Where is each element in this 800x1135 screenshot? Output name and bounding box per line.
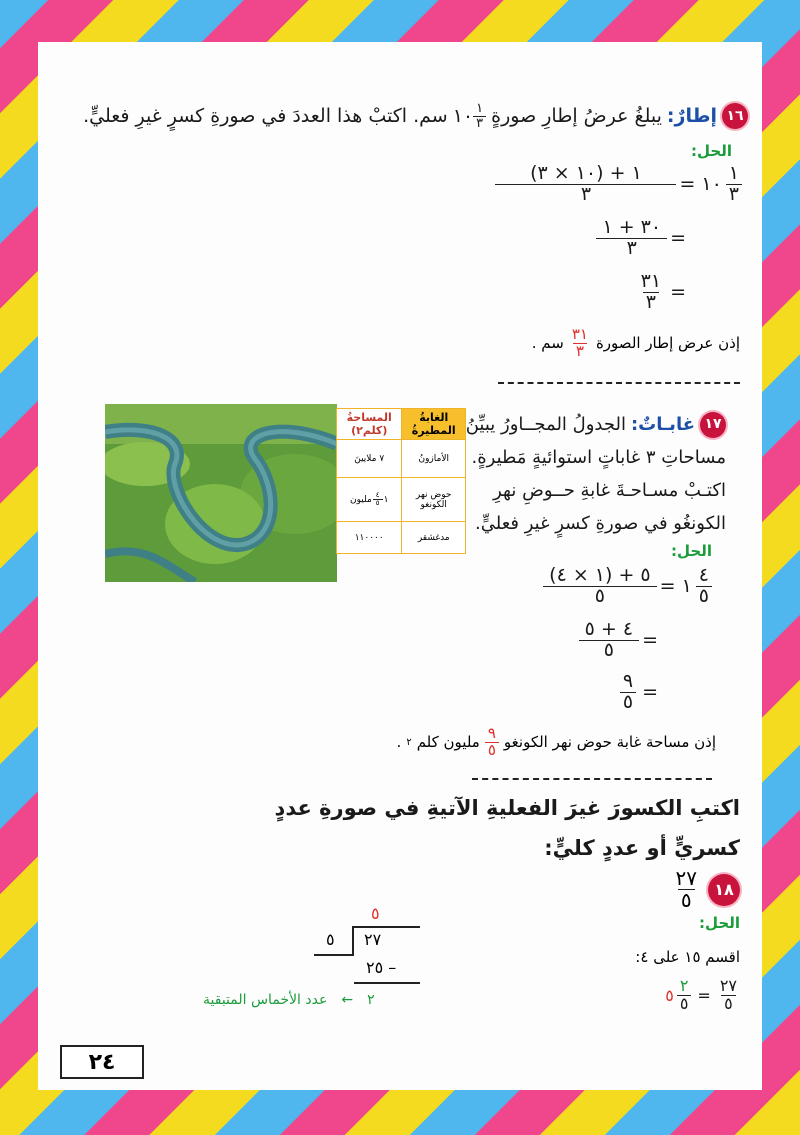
divider-1 xyxy=(498,382,740,384)
division-divisor: ٥ xyxy=(326,930,335,949)
congo-river-photo xyxy=(105,404,337,582)
row-area: ٧ ملايينَ xyxy=(337,440,402,478)
frac-den: ٣ xyxy=(596,238,667,259)
frac-den: ٥ xyxy=(721,995,736,1013)
conclusion-period: . xyxy=(396,733,402,752)
frac-den: ٥ xyxy=(620,692,636,713)
problem-17-line1 xyxy=(466,408,726,441)
frac-den: ٥ xyxy=(677,995,692,1013)
frac-num: ١ xyxy=(476,101,484,116)
frac-num: ١ xyxy=(728,162,739,184)
equals-sign: = xyxy=(642,629,658,652)
frac-num: ٣١ xyxy=(640,270,662,292)
instruction-line-1: اكتبِ الكسورَ غيرَ الفعليةِ الآتيةِ في صورةِ عددٍ xyxy=(274,796,740,820)
frac-den: ٥ xyxy=(543,586,657,607)
frac-den: ٣ xyxy=(643,292,659,313)
conclusion-fraction xyxy=(485,726,499,759)
problem-17-step-1 xyxy=(546,566,712,607)
problem-17-statement xyxy=(466,408,726,540)
step2-fraction xyxy=(582,620,636,661)
problem-17-text-4: الكونغُو في صورةِ كسرٍ غيرِ فعليٍّ. xyxy=(475,513,726,534)
problem-18-result xyxy=(665,978,740,1013)
frac-den: ٥ xyxy=(485,742,499,759)
header-area-line2: (كلم٢) xyxy=(351,424,388,437)
divider-2 xyxy=(472,778,712,780)
page-number: ٢٤ xyxy=(60,1045,144,1079)
frac-den: ٥ xyxy=(678,889,695,911)
result-whole: ٥ xyxy=(665,985,674,1005)
step2-fraction xyxy=(599,218,664,259)
equals-sign: = xyxy=(670,281,686,304)
table-row xyxy=(337,478,466,522)
frac-num: ٣٠ + ١ xyxy=(602,216,662,238)
header-area-line1: المساحةُ xyxy=(346,411,392,424)
header-forest xyxy=(402,409,466,440)
problem-16-statement xyxy=(83,102,748,130)
frac-num: (١ × ٤) + ٥ xyxy=(549,564,651,586)
frac-num: ٢٧ xyxy=(719,976,737,995)
equals-sign: = xyxy=(659,575,676,598)
problem-17-text-3: اكتـبْ مسـاحـةَ غابةِ حــوضِ نهرِ xyxy=(493,480,726,501)
equals-sign: = xyxy=(697,985,711,1005)
division-bottom-line xyxy=(354,982,420,984)
frac-den: ٥ xyxy=(579,640,639,661)
result-lhs-fraction xyxy=(717,978,740,1013)
instruction-line-2: كسريٍّ أو عددٍ كليٍّ: xyxy=(544,836,740,860)
division-subtract: ٢٥ – xyxy=(366,958,397,977)
step1-fraction xyxy=(546,566,654,607)
division-top-line xyxy=(354,926,420,928)
problem-16-mixed-number xyxy=(453,102,486,130)
equals-sign: = xyxy=(642,681,658,704)
division-bracket xyxy=(352,926,354,954)
problem-17-step-2 xyxy=(582,620,664,661)
worksheet-page xyxy=(38,42,762,1090)
frac-num: ٤ xyxy=(698,564,709,586)
frac-den: ٣ xyxy=(473,116,486,131)
lhs-whole: ١٠ xyxy=(701,173,722,196)
frac-num: ٤ + ٥ xyxy=(584,618,634,640)
lhs-fraction xyxy=(726,164,742,205)
problem-16-step-2 xyxy=(599,218,692,259)
conclusion-unit: مليون كلم xyxy=(416,733,480,752)
conclusion-unit-superscript: ٢ xyxy=(406,736,412,748)
river-image xyxy=(105,404,337,582)
division-remainder: ٢ xyxy=(367,992,375,1008)
problem-18-fraction xyxy=(673,868,700,911)
problem-17-text-1: الجدولُ المجــاورُ يبيِّنُ xyxy=(465,414,626,435)
problem-17-keyword: غابـاتٌ: xyxy=(630,414,695,435)
frac-num: ٢٧ xyxy=(675,866,697,890)
table-row xyxy=(337,440,466,478)
problem-16-text-b: سم. اكتبْ هذا العددَ في صورةِ كسرٍ غيرِ فعليٍّ. xyxy=(83,105,448,128)
problem-16-conclusion xyxy=(532,327,740,360)
area-fraction xyxy=(373,492,383,508)
equals-sign: = xyxy=(670,227,686,250)
step3-fraction xyxy=(638,272,664,313)
header-forest-line1: الغابةُ xyxy=(419,411,449,424)
lhs-whole: ١ xyxy=(681,575,692,598)
table-header-row xyxy=(337,409,466,440)
area-mixed-number xyxy=(350,492,388,508)
frac-num: ٣١ xyxy=(571,325,588,343)
header-area xyxy=(337,409,402,440)
frac-num: (١٠ × ٣) + ١ xyxy=(530,162,642,184)
division-quotient: ٥ xyxy=(371,904,380,923)
division-dividend: ٢٧ xyxy=(364,930,382,949)
row-forest: الأمازونُ xyxy=(402,440,466,478)
conclusion-text: إذن عرض إطار الصورة xyxy=(595,334,740,353)
problem-18-divide-text: اقسم ١٥ على ٤: xyxy=(635,948,740,966)
header-forest-line2: المطيرةُ xyxy=(411,424,456,437)
row-forest xyxy=(402,478,466,522)
frac-den: ٣ xyxy=(495,184,676,205)
problem-16-step-3 xyxy=(638,272,692,313)
result-fraction xyxy=(677,978,692,1013)
problem-17-step-3 xyxy=(620,672,664,713)
frac-num: ٢ xyxy=(679,976,689,995)
frac-num: ٩ xyxy=(487,724,496,742)
frac-num: ٩ xyxy=(622,670,634,692)
long-division xyxy=(314,902,424,992)
division-bracket-foot xyxy=(314,954,354,956)
row-area: ١١٠٠٠٠ xyxy=(337,522,402,554)
row-forest: مدغشقر xyxy=(402,522,466,554)
problem-16-keyword: إطارٌ: xyxy=(666,105,717,128)
frac-den: ٥ xyxy=(696,586,712,607)
conclusion-fraction xyxy=(569,327,591,360)
problem-17-badge: ١٧ xyxy=(700,412,726,438)
problem-16-text-a: يبلغُ عرضُ إطارِ صورةٍ xyxy=(491,105,662,128)
area-unit: مليون xyxy=(350,494,372,505)
arrow-icon: ← xyxy=(341,992,354,1008)
row-area xyxy=(337,478,402,522)
equals-sign: = xyxy=(679,173,696,196)
frac-den: ٣ xyxy=(726,184,742,205)
frac-den: ٥ xyxy=(373,499,383,507)
problem-17-text-2: مساحاتِ ٣ غاباتٍ استوائيةٍ مَطيرةٍ. xyxy=(471,447,726,468)
problem-16-step-1 xyxy=(498,164,742,205)
problem-17-solution-label: الحل: xyxy=(671,542,712,560)
lhs-fraction xyxy=(696,566,712,607)
problem-16-badge: ١٦ xyxy=(722,103,748,129)
problem-18-badge: ١٨ xyxy=(708,874,740,906)
problem-18-header xyxy=(673,868,740,911)
problem-17-conclusion xyxy=(397,726,716,759)
conclusion-text: إذن مساحة غابة حوض نهر الكونغو xyxy=(503,733,716,752)
mixed-whole: ١٠ xyxy=(452,105,474,128)
row-forest-line1: حوض نهر xyxy=(415,489,452,500)
table-row xyxy=(337,522,466,554)
problem-18-solution-label: الحل: xyxy=(699,914,740,932)
frac-den: ٣ xyxy=(573,343,587,360)
step1-fraction xyxy=(498,164,673,205)
step3-fraction xyxy=(620,672,636,713)
division-remainder-note xyxy=(203,992,375,1008)
frac-num: ٤ xyxy=(375,490,380,499)
rainforest-table xyxy=(336,408,466,554)
mixed-fraction xyxy=(473,102,486,130)
instruction-block xyxy=(275,788,740,868)
area-whole: ١ xyxy=(383,494,389,505)
conclusion-unit: سم . xyxy=(531,334,564,353)
problem-16-solution-label: الحل: xyxy=(691,142,732,160)
row-forest-line2: الكونغو xyxy=(420,499,447,510)
remainder-note-text: عدد الأخماس المتبقية xyxy=(203,992,328,1008)
